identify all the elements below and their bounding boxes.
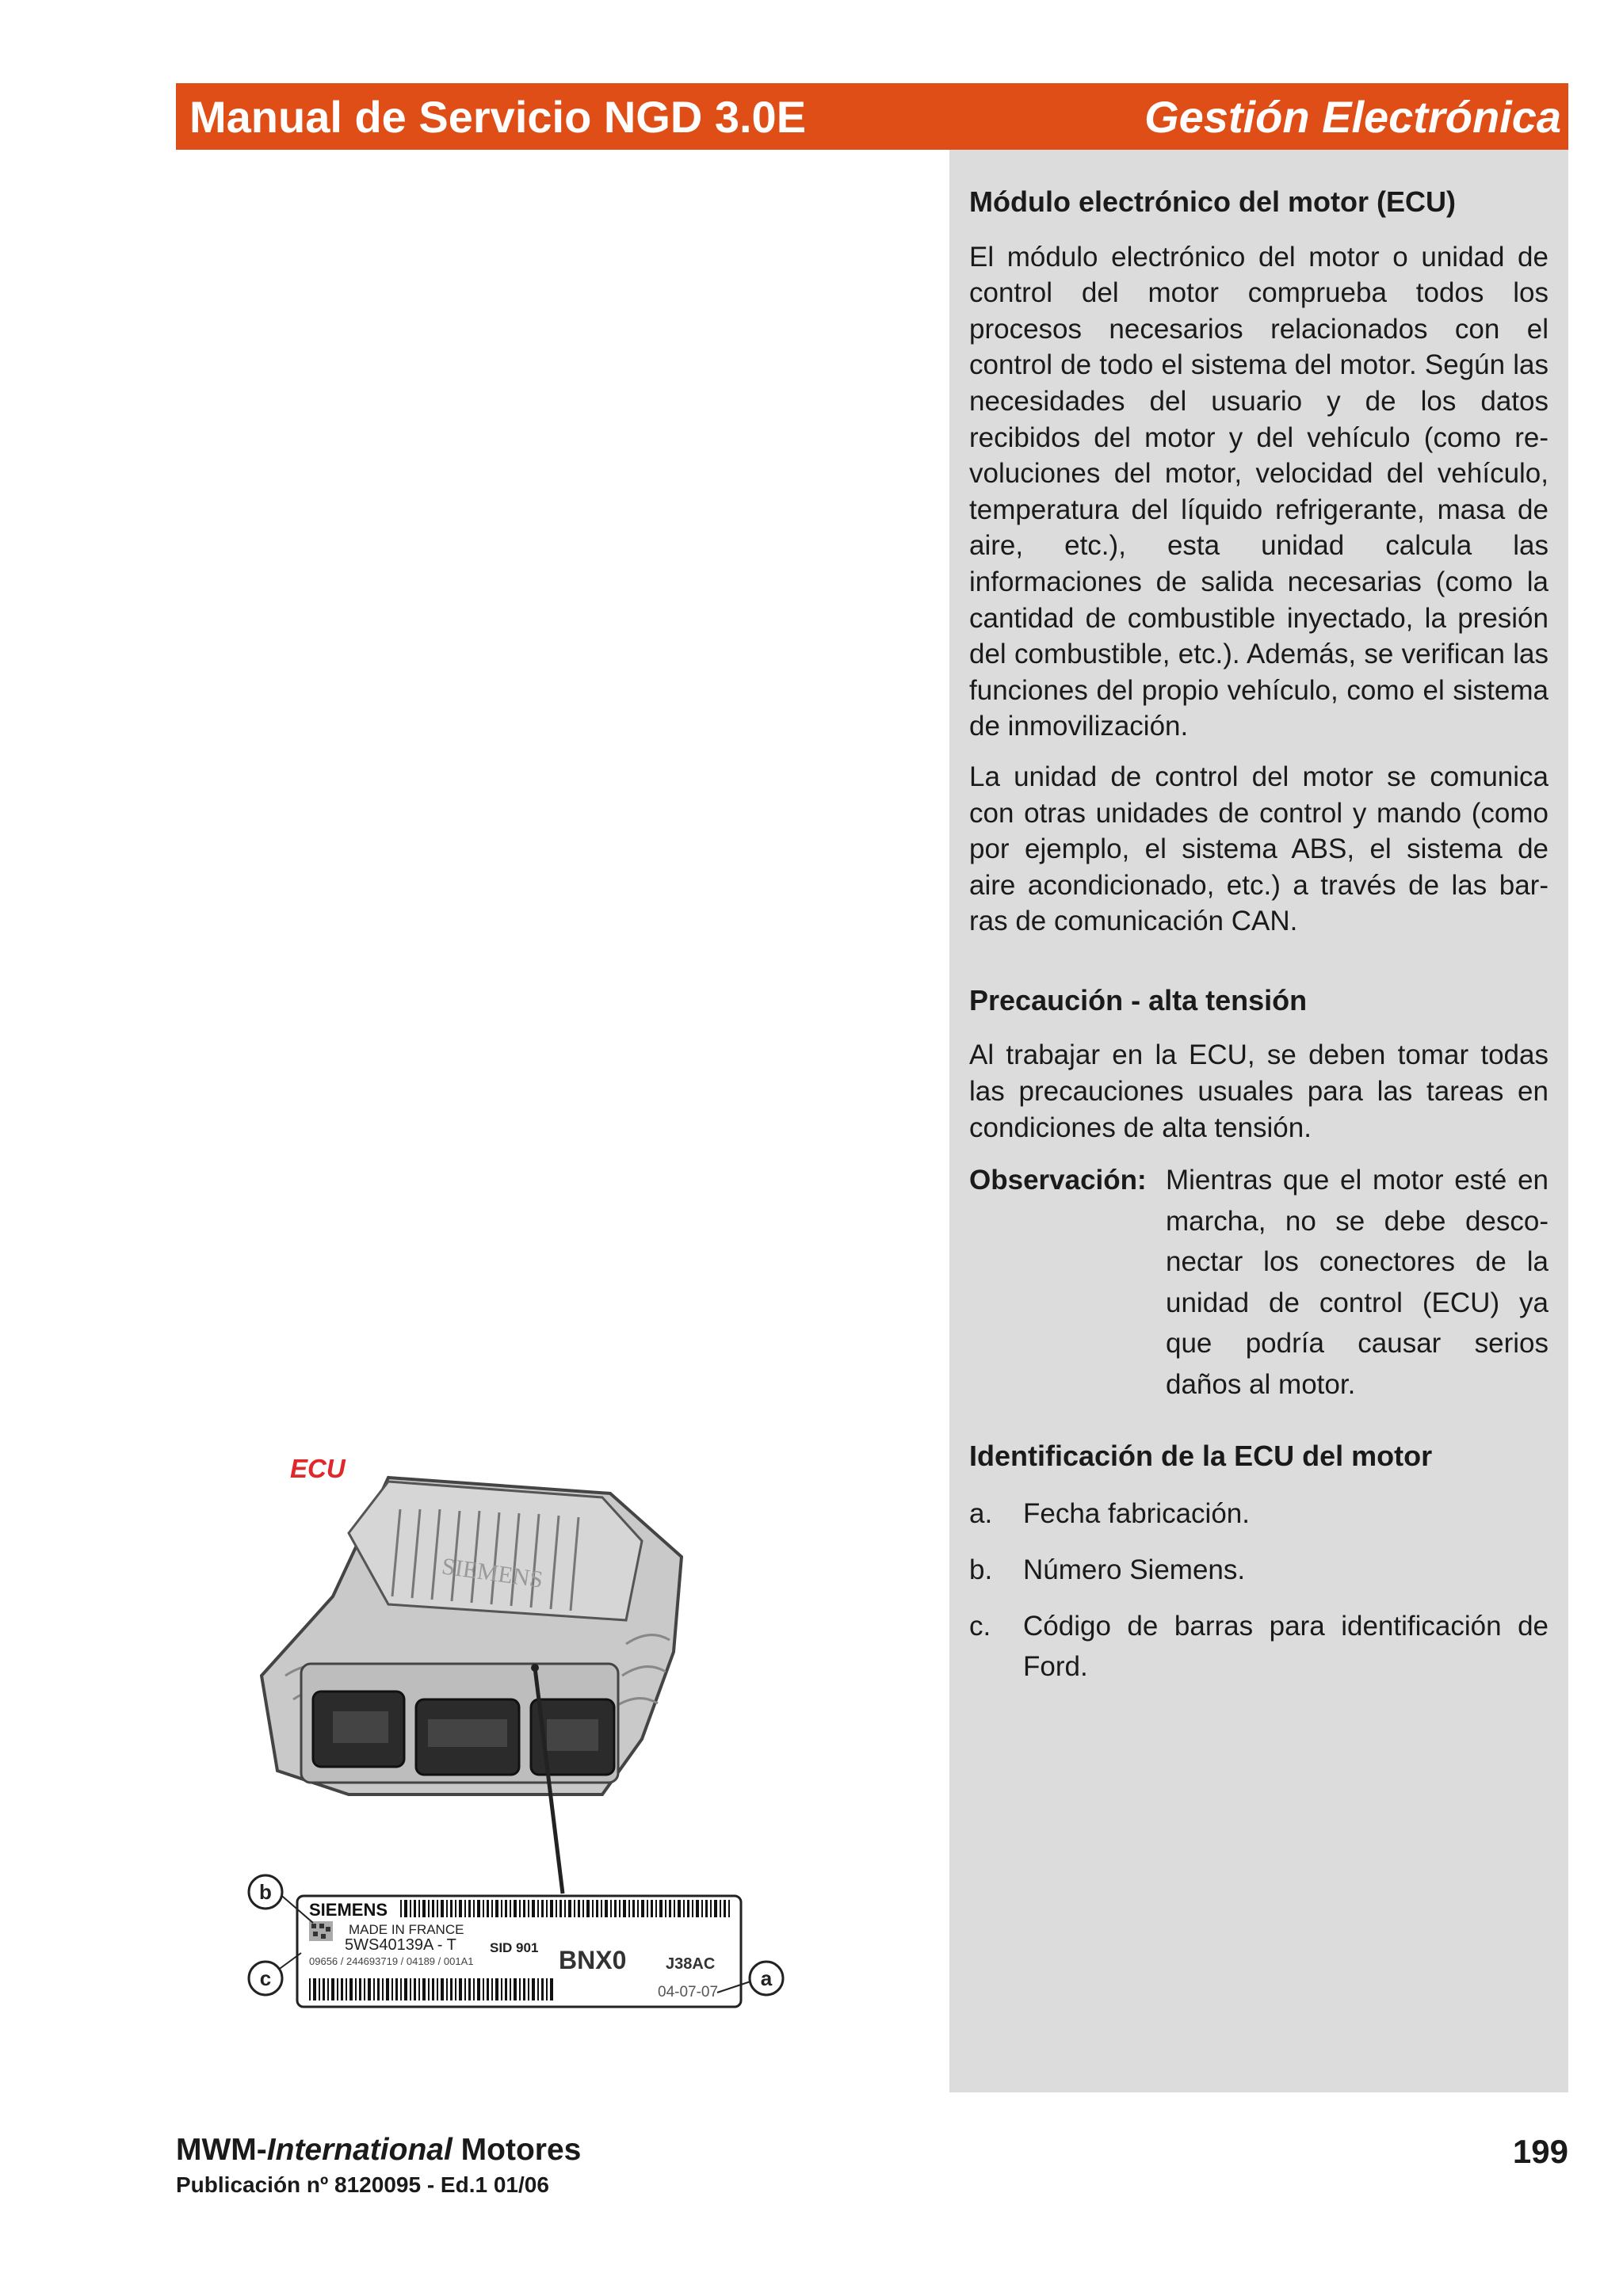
caution-paragraph: Al trabajar en la ECU, se deben tomar todas las precauciones usuales para las tareas en condiciones de alta tensión. xyxy=(969,1039,1549,1143)
list-item-letter: b. xyxy=(969,1554,993,1585)
observation-text: Mientras que el motor esté en marcha, no se debe desco-nectar los conectores de la unidad de control (ECU) ya que podría causar serios daños al motor. xyxy=(1166,1165,1549,1400)
ecu-identification-label xyxy=(249,1875,783,2007)
label-2d-code xyxy=(309,1921,333,1941)
label-serial-numbers: 09656 / 244693719 / 04189 / 001A1 xyxy=(309,1955,474,1967)
casing-brand: SIEMENS xyxy=(440,1553,545,1593)
text-column xyxy=(969,184,1549,1703)
callout-b-letter: b xyxy=(259,1880,272,1904)
callout-c-letter: c xyxy=(259,1966,272,1990)
page-header-bar xyxy=(176,83,1568,150)
list-item-letter: a. xyxy=(969,1497,993,1529)
ecu-figure-label: ECU xyxy=(290,1454,346,1483)
footer-brand-prefix: MWM- xyxy=(176,2133,267,2167)
page-number: 199 xyxy=(1512,2133,1568,2170)
section-title-caution: Precaución - alta tensión xyxy=(969,983,1308,1016)
callout-a-letter: a xyxy=(760,1966,773,1990)
list-item xyxy=(969,1606,1549,1687)
list-item xyxy=(969,1550,1549,1590)
list-item xyxy=(969,1493,1549,1534)
ecu-paragraph-2: La unidad de control del motor se comunica con otras unidades de control y mando (como por ejemplo, el sistema ABS, el sistema de aire acondicionado, etc.) a través de las bar-ras de comunicación CAN. xyxy=(969,761,1549,937)
section-title-ecu: Módulo electrónico del motor (ECU) xyxy=(969,185,1457,218)
list-item-text: Fecha fabricación. xyxy=(1023,1497,1250,1529)
label-made-in: MADE IN FRANCE xyxy=(349,1922,464,1937)
label-brand: SIEMENS xyxy=(309,1900,388,1920)
list-item-text: Código de barras para identificación de Ford. xyxy=(1023,1610,1549,1682)
observation-label: Observación: xyxy=(969,1165,1147,1196)
ecu-illustration xyxy=(230,1438,800,2008)
chapter-title: Gestión Electrónica xyxy=(1144,92,1561,142)
ecu-paragraph-1: El módulo electrónico del motor o unidad de control del motor comprueba todos los procesos necesarios relacionados con el control de todo el sistema del motor. Según las necesidades del usuario y de los datos recibidos del motor y del vehículo (como re-voluciones del motor, velocidad del vehículo, temperatura del líquido refrigerante, masa de aire, etc.), esta unidad calcula las informaciones de salida necesarias (como la cantidad de combustible inyectado, la presión del combustible, etc.). Además, se verifican las funciones del propio vehículo, como el sistema de inmovilización. xyxy=(969,241,1549,742)
label-part-number: 5WS40139A - T xyxy=(345,1936,456,1954)
identification-list xyxy=(969,1493,1549,1687)
footer-brand-italic: International xyxy=(266,2133,453,2167)
callout-c xyxy=(249,1953,301,1995)
connector-middle xyxy=(416,1699,519,1775)
connector-left xyxy=(313,1691,404,1767)
footer-brand xyxy=(176,2133,581,2168)
list-item-letter: c. xyxy=(969,1610,991,1642)
label-sid: SID 901 xyxy=(490,1940,539,1955)
footer-publication: Publicación nº 8120095 - Ed.1 01/06 xyxy=(176,2172,549,2197)
ecu-casing-image xyxy=(262,1478,682,1894)
observation-note xyxy=(969,1160,1549,1405)
label-date: 04-07-07 xyxy=(658,1984,719,2000)
list-item-text: Número Siemens. xyxy=(1023,1554,1246,1585)
label-code: BNX0 xyxy=(559,1946,627,1974)
manual-title: Manual de Servicio NGD 3.0E xyxy=(189,92,807,142)
section-title-identification: Identificación de la ECU del motor xyxy=(969,1440,1433,1473)
label-code-secondary: J38AC xyxy=(666,1955,716,1973)
footer-brand-suffix: Motores xyxy=(452,2133,582,2167)
